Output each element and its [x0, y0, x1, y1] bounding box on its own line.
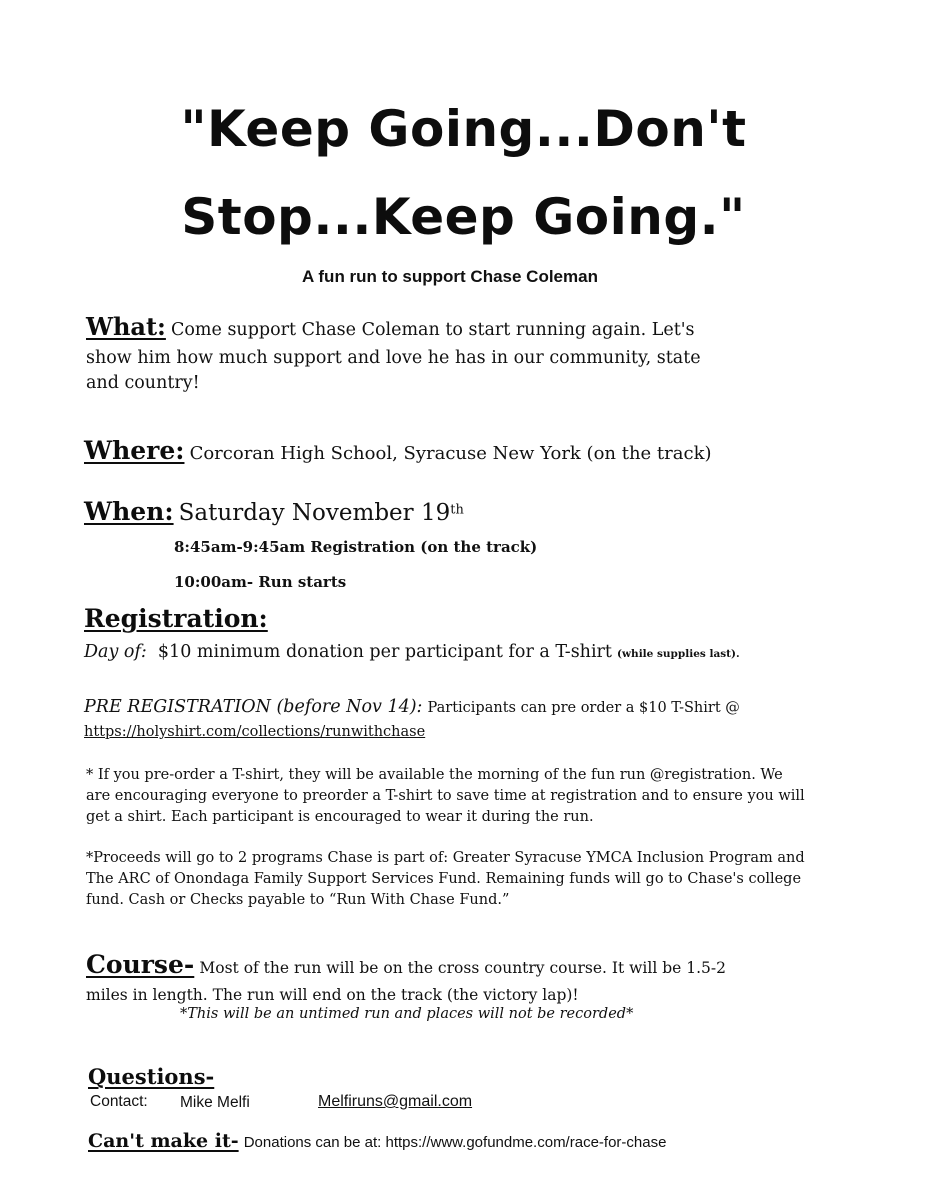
- run-time: 10:00am- Run starts: [174, 573, 347, 591]
- where-label: Where:: [84, 436, 185, 465]
- course-note: *This will be an untimed run and places will not be recorded*: [180, 1006, 634, 1022]
- what-section: [86, 312, 695, 341]
- title-line-1: "Keep Going...Don't: [180, 100, 747, 158]
- day-of-text: $10 minimum donation per participant for a T-shirt: [157, 642, 612, 662]
- course-section: [86, 950, 726, 979]
- cant-make-it-section: [88, 1130, 666, 1152]
- questions-label: Questions-: [88, 1064, 215, 1089]
- pre-registration-text: Participants can pre order a $10 T-Shirt @: [427, 700, 740, 716]
- where-section: [84, 436, 712, 465]
- when-label: When:: [84, 497, 174, 526]
- subtitle: A fun run to support Chase Coleman: [302, 267, 598, 286]
- preorder-note: * If you pre-order a T-shirt, they will be available the morning of the fun run @registration. We are encouraging everyone to preorder a T-shirt to save time at registration and to ensure you will get a shirt. Each participant is encouraged to wear it during the run.: [86, 767, 805, 825]
- contact-email[interactable]: Melfiruns@gmail.com: [318, 1093, 473, 1110]
- contact-label: Contact:: [90, 1093, 148, 1110]
- course-line-2: miles in length. The run will end on the track (the victory lap)!: [86, 986, 579, 1004]
- course-label: Course-: [86, 950, 195, 979]
- registration-heading: Registration:: [84, 604, 268, 633]
- day-of-line: [84, 642, 740, 662]
- donation-text[interactable]: Donations can be at: https://www.gofundme.com/race-for-chase: [243, 1134, 667, 1151]
- day-of-label: Day of:: [84, 642, 147, 662]
- pre-registration-label: PRE REGISTRATION (before Nov 14):: [84, 697, 423, 717]
- when-date-suffix: th: [450, 502, 464, 518]
- registration-time: 8:45am-9:45am Registration (on the track): [174, 538, 538, 556]
- when-section: [84, 497, 464, 526]
- what-line-3: and country!: [86, 373, 200, 393]
- what-line-2: show him how much support and love he has in our community, state: [86, 348, 701, 368]
- pre-registration-line: [84, 697, 740, 717]
- what-label: What:: [86, 312, 166, 341]
- cant-make-it-label: Can't make it-: [88, 1130, 239, 1152]
- what-line-1: Come support Chase Coleman to start running again. Let's: [171, 320, 695, 340]
- title-line-2: Stop...Keep Going.": [181, 188, 746, 246]
- day-of-note: (while supplies last).: [617, 648, 740, 660]
- contact-name: Mike Melfi: [180, 1094, 250, 1111]
- proceeds-note: *Proceeds will go to 2 programs Chase is part of: Greater Syracuse YMCA Inclusion Program and The ARC of Onondaga Family Support Services Fund. Remaining funds will go to Chase's college fund. Cash or Checks payable to “Run With Chase Fund.”: [86, 850, 805, 908]
- course-line-1: Most of the run will be on the cross country course. It will be 1.5-2: [199, 959, 726, 977]
- where-text: Corcoran High School, Syracuse New York (on the track): [189, 443, 712, 464]
- pre-registration-link[interactable]: https://holyshirt.com/collections/runwithchase: [84, 724, 426, 740]
- when-date: Saturday November 19: [178, 500, 451, 526]
